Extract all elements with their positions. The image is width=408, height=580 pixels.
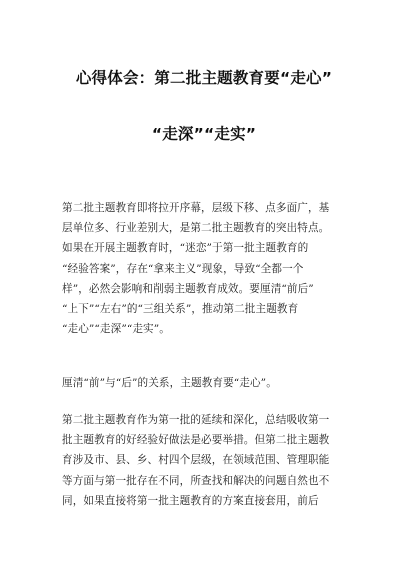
paragraph-1-line: “走心”“走深”“走实”。 — [62, 323, 170, 336]
paragraph-1-line: “经验答案”，存在“拿来主义”现象，导致“全都一个 — [62, 262, 304, 275]
paragraph-1-line: “上下”“左右”的“三组关系”，推动第二批主题教育 — [62, 303, 299, 316]
paragraph-3-line: 育涉及市、县、乡、村四个层级，在领域范围、管理职能 — [62, 454, 330, 467]
document-title-line-2: “走深”“走实” — [151, 125, 257, 143]
paragraph-1-line: 样”，必然会影响和削弱主题教育成效。要厘清“前后” — [62, 282, 314, 295]
paragraph-2 — [62, 373, 350, 393]
paragraph-1-line: 如果在开展主题教育时，“迷恋”于第一批主题教育的 — [62, 242, 309, 255]
paragraph-1-line: 层单位多、行业差别大，是第二批主题教育的突出特点。 — [62, 222, 330, 235]
paragraph-3 — [62, 410, 350, 511]
paragraph-3-line: 同，如果直接将第一批主题教育的方案直接套用，前后 — [62, 494, 319, 507]
paragraph-3-line: 批主题教育的好经验好做法是必要举措。但第二批主题教 — [62, 434, 330, 447]
paragraph-3-line: 等方面与第一批存在不同，所查找和解决的问题自然也不 — [62, 474, 330, 487]
paragraph-1 — [62, 198, 350, 339]
paragraph-1-line: 第二批主题教育即将拉开序幕，层级下移、点多面广，基 — [62, 202, 330, 214]
paragraph-2-line: 厘清“前”与“后”的关系，主题教育要“走心”。 — [62, 377, 277, 389]
document-title-line-1: 心得体会：第二批主题教育要“走心” — [75, 69, 333, 87]
paragraph-3-line: 第二批主题教育作为第一批的延续和深化，总结吸收第一 — [62, 414, 330, 426]
